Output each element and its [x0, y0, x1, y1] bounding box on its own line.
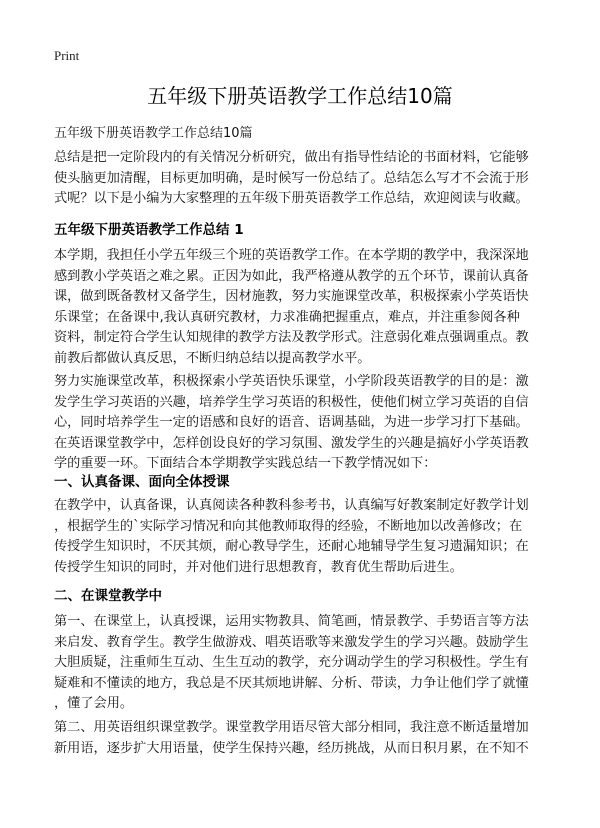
- section-heading: 五年级下册英语教学工作总结 1: [54, 222, 244, 238]
- text-line: 学的重要一环。下面结合本学期教学实践总结一下教学情况如下：: [54, 456, 437, 471]
- section1-paragraph-2: [54, 372, 554, 475]
- text-line: 使头脑更加清醒，目标更加明确，是时候写一份总结了。总结怎么写才不会流于形: [54, 170, 529, 186]
- text-line: 传授学生知识时，不厌其烦，耐心教导学生，还耐心地辅导学生复习遗漏知识；在: [54, 539, 529, 554]
- text-line: 资料，制定符合学生认知规律的教学方法及教学形式。注意弱化难点强调重点。教: [54, 330, 529, 345]
- part1-paragraph: [54, 496, 554, 578]
- part2-paragraph-2: [54, 718, 554, 759]
- text-line: 发学生学习英语的兴趣，培养学生学习英语的积极性，使他们树立学习英语的自信: [54, 394, 529, 410]
- text-line: 心，同时培养学生一定的语感和良好的语音、语调基础，为进一步学习打下基础。: [54, 415, 529, 430]
- part2-heading: 二、在课堂教学中: [54, 588, 162, 604]
- part1-heading: 一、认真备课、面向全体授课: [54, 474, 230, 490]
- text-line: 在教学中，认真备课，认真阅读各种教科参考书，认真编写好教案制定好教学计划: [54, 498, 529, 513]
- text-line: ，根据学生的`实际学习情况和向其他教师取得的经验，不断地加以改善修改；在: [54, 518, 523, 534]
- text-line: 前教后都做认真反思，不断归纳总结以提高教学水平。: [54, 350, 371, 366]
- text-line: 来启发、教育学生。教学生做游戏、唱英语歌等来激发学生的学习兴趣。鼓励学生: [54, 634, 529, 650]
- text-line: 大胆质疑，注重师生互动、生生互动的教学，充分调动学生的学习积极性。学生有: [54, 655, 529, 670]
- text-line: 本学期，我担任小学五年级三个班的英语教学工作。在本学期的教学中，我深深地: [54, 248, 529, 263]
- text-line: 在英语课堂教学中，怎样创设良好的学习氛围、激发学生的兴趣是搞好小学英语教: [54, 435, 529, 451]
- text-line: 感到教小学英语之难之累。正因为如此，我严格遵从教学的五个环节，课前认真备: [54, 268, 529, 284]
- text-line: 努力实施课堂改革，积极探索小学英语快乐课堂，小学阶段英语教学的目的是：激: [54, 374, 529, 389]
- document-title: 五年级下册英语教学工作总结10篇: [147, 84, 453, 108]
- text-line: 第一、在课堂上，认真授课，运用实物教具、简笔画，情景教学、手势语言等方法: [54, 614, 529, 629]
- text-line: 传授学生知识的同时，并对他们进行思想教育，教育优生帮助后进生。: [54, 559, 463, 575]
- text-line: 总结是把一定阶段内的有关情况分析研究，做出有指导性结论的书面材料，它能够: [54, 150, 529, 165]
- document-subtitle: 五年级下册英语教学工作总结10篇: [54, 126, 253, 141]
- print-link[interactable]: Print: [54, 48, 80, 63]
- text-line: 乐课堂；在备课中,我认真研究教材，力求准确把握重点，难点，并注重参阅各种: [54, 309, 520, 325]
- text-line: ，懂了会用。: [54, 696, 134, 711]
- text-line: 疑难和不懂读的地方，我总是不厌其烦地讲解、分析、带读，力争让他们学了就懂: [54, 675, 529, 691]
- section1-paragraph-1: [54, 246, 554, 369]
- text-line: 课，做到既备教材又备学生，因材施教，努力实施课堂改革，积极探索小学英语快: [54, 289, 529, 304]
- text-line: 第二、用英语组织课堂教学。课堂教学用语尽管大部分相同，我注意不断适量增加: [54, 720, 529, 735]
- text-line: 式呢？以下是小编为大家整理的五年级下册英语教学工作总结，欢迎阅读与收藏。: [54, 191, 529, 206]
- text-line: 新用语，逐步扩大用语量，使学生保持兴趣，经历挑战，从而日积月累，在不知不: [54, 740, 529, 756]
- part2-paragraph-1: [54, 612, 554, 715]
- intro-paragraph: [54, 148, 554, 210]
